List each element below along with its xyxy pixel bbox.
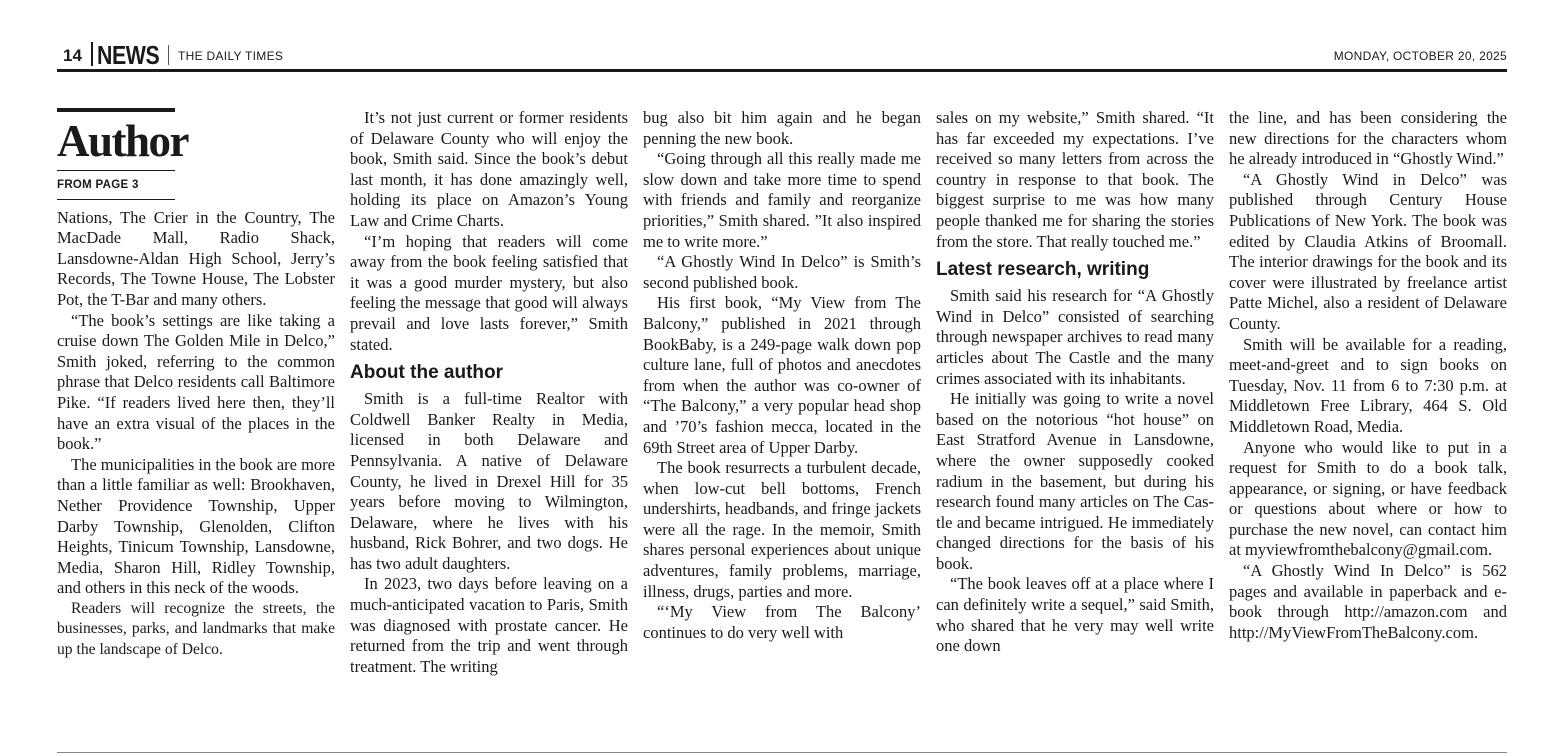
section-name: NEWS <box>97 40 160 70</box>
paragraph: Smith will be available for a reading, meet-and-greet and to sign books on Tuesday, Nov. 11 from 6 to 7:30 p.m. at Middletown Free Library, 464 S. Old Middletown Road, Media. <box>1229 334 1507 436</box>
paragraph: Smith said his research for “A Ghostly Wind in Delco” consisted of searching through newspaper archives to read many articles about The Castle and the many crimes associated with its inhabitants. <box>936 286 1214 388</box>
article-column-4 <box>936 108 1214 657</box>
paragraph: The book resurrects a turbulent decade, when low-cut bell bottoms, French undershirts, headbands, and fringe jackets were all the rage. In the memoir, Smith shares personal experiences about unique adventures, family problems, marriage, illness, drugs, parties and more. <box>643 458 921 601</box>
paragraph: Readers will recognize the streets, the businesses, parks, and landmarks that make up the landscape of Delco. <box>57 599 335 659</box>
paragraph: His first book, “My View from The Balcony,” published in 2021 through BookBaby, is a 249-page walk down pop culture lane, full of photos and anecdotes from when the author was co-owner of “The Balcony,” a very popular head shop and ’70’s fashion mecca, located in the 69th Street area of Upper Darby. <box>643 293 921 457</box>
paragraph: “A Ghostly Wind in Delco” was published through Century House Publications of New York. The book was edited by Claudia Atkins of Broomall. The interior drawings for the book and its cover were illustrated by freelance artist Patte Michel, also a resident of Delaware County. <box>1229 169 1507 333</box>
paragraph: It’s not just current or former residents of Delaware County who will enjoy the book, Smith said. Since the book’s debut last month, it has done amazingly well, holding its place on Amazon’s Young Law and Crime Charts. <box>350 108 628 230</box>
paragraph: “The book’s settings are like taking a cruise down The Golden Mile in Delco,” Smith joked, referring to the common phrase that Delco residents call Baltimore Pike. “If readers lived here then, they’ll have an extra visual of the places in the book.” <box>57 310 335 454</box>
article-column-3 <box>643 108 921 643</box>
article-column-2 <box>350 108 628 677</box>
jump-headline-block <box>57 108 335 200</box>
header-divider <box>91 42 93 66</box>
paragraph: sales on my website,” Smith shared. “It has far exceeded my expectations. I’ve received so many letters from across the country in response to that book. The biggest surprise to me was how many people thanked me for sharing the stories from the store. That really touched me.” <box>936 108 1214 251</box>
article-column-5 <box>1229 108 1507 643</box>
headline-top-rule <box>57 108 175 112</box>
header-divider-thin <box>168 45 169 65</box>
paragraph: The municipalities in the book are more than a little familiar as well: Brookhaven, Nether Providence Township, Upper Darby Township, Glenolden, Clifton Heights, Tinicum Township, Lansdowne, Media, Sharon Hill, Ridley Township, and others in this neck of the woods. <box>57 454 335 598</box>
paragraph: “A Ghostly Wind In Delco” is Smith’s second published book. <box>643 252 921 292</box>
paragraph: In 2023, two days before leaving on a much-anticipated vacation to Paris, Smith was diagnosed with prostate cancer. He returned from the trip and went through treatment. The writing <box>350 574 628 676</box>
paragraph: the line, and has been considering the new directions for the characters whom he already introduced in “Ghostly Wind.” <box>1229 108 1507 169</box>
paragraph: Nations, The Crier in the Country, The MacDade Mall, Radio Shack, Lansdowne-Aldan High School, Jerry’s Records, The Towne House, The Lobster Pot, the T-Bar and many others. <box>57 207 335 309</box>
paragraph: Smith is a full-time Realtor with Coldwell Banker Realty in Media, licensed in both Delaware and Pennsylvania. A native of Delaware County, he lived in Drexel Hill for 35 years before moving to Wilmington, Delaware, where he lives with his husband, Rick Bohrer, and two dogs. He has two adult daughters. <box>350 389 628 573</box>
paragraph: Anyone who would like to put in a request for Smith to do a book talk, appearance, or signing, or have feedback or questions about where or how to purchase the new novel, can contact him at myviewfromthebalcony@gmail.com. <box>1229 437 1507 560</box>
article-column-1 <box>57 108 335 661</box>
issue-date: MONDAY, OCTOBER 20, 2025 <box>1333 49 1507 63</box>
paragraph: “Going through all this really made me slow down and take more time to spend with friends and family and reorganize priorities,” Smith shared. ”It also inspired me to write more.” <box>643 149 921 251</box>
jump-headline: Author <box>57 116 189 166</box>
subhead-about-the-author: About the author <box>350 362 504 384</box>
paragraph: “I’m hoping that readers will come away from the book feeling satisfied that it was a good murder mystery, but also feeling the message that good will always prevail and love lasts forever,” Smith stated. <box>350 231 628 354</box>
subhead-latest-research: Latest research, writing <box>936 259 1150 281</box>
page-bottom-rule <box>57 752 1507 753</box>
paragraph: bug also bit him again and he began penning the new book. <box>643 108 921 148</box>
paragraph: He initially was going to write a novel based on the notorious “hot house” on East Stratford Avenue in Lansdowne, where the owner supposedly cooked radium in the basement, but during his research found many articles on The Castle and became intrigued. He immediately changed directions for the basis of his book. <box>936 389 1214 573</box>
paragraph: “‘My View from The Balcony’ continues to do very well with <box>643 602 921 642</box>
headline-bottom-rule <box>57 170 175 171</box>
paragraph: “The book leaves off at a place where I can definitely write a sequel,” said Smith, who shared that he very may well write one down <box>936 574 1214 656</box>
jump-from-page: FROM PAGE 3 <box>57 175 175 200</box>
page-number: 14 <box>63 46 82 65</box>
newspaper-name: THE DAILY TIMES <box>178 49 284 63</box>
page-header <box>57 40 1507 72</box>
paragraph: “A Ghostly Wind In Delco” is 562 pages and available in paperback and e-book through http://amazon.com and http://MyViewFromTheBalcony.com. <box>1229 561 1507 642</box>
